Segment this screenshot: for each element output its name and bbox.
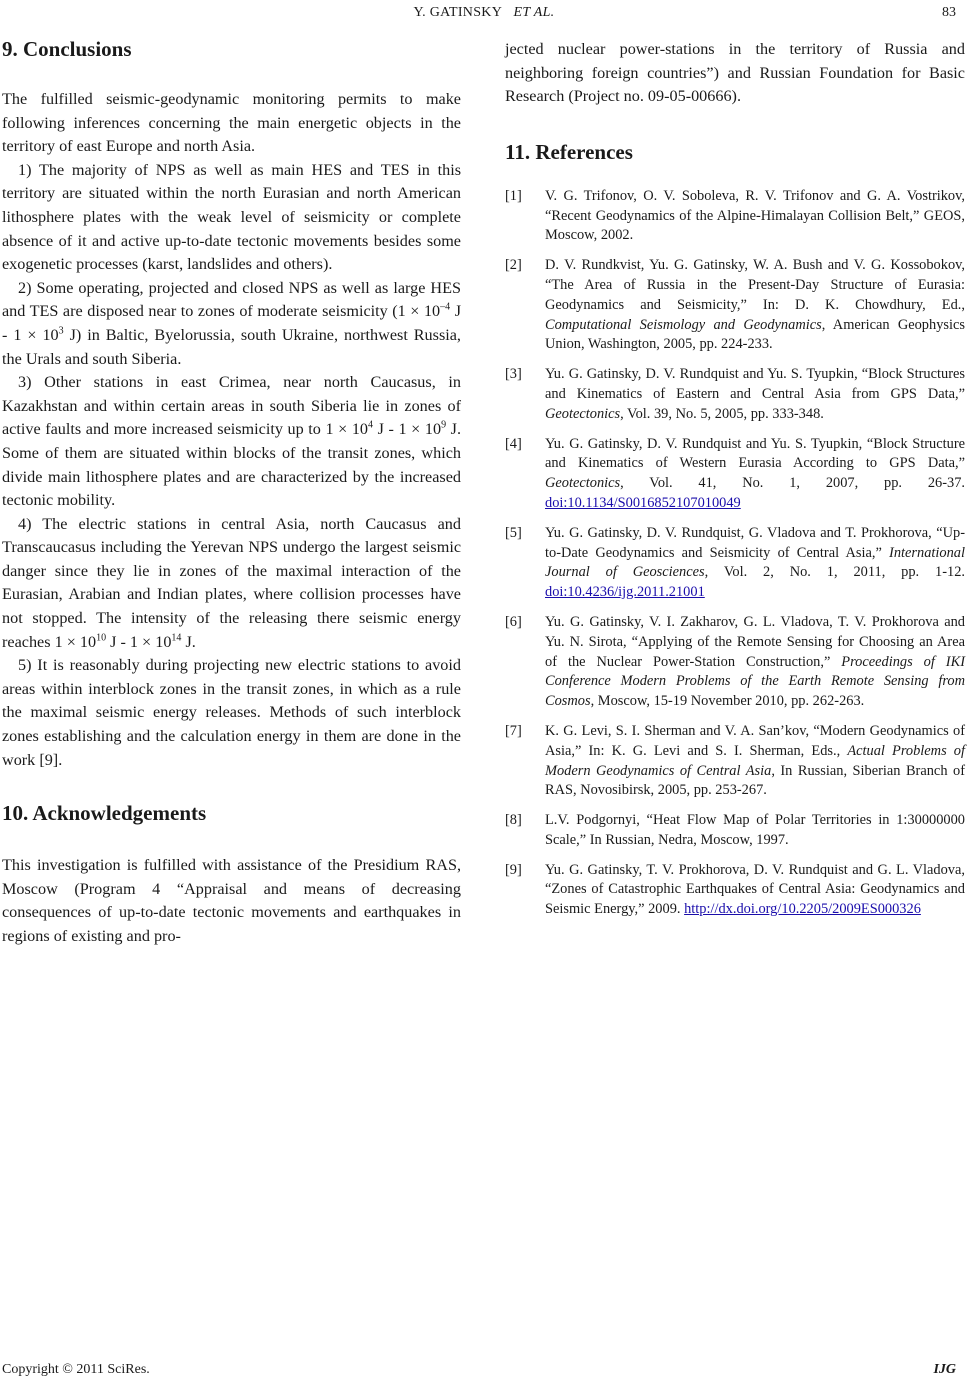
page-number: 83 bbox=[942, 5, 956, 20]
reference-source-title: Computational Seismology and Geodynamics bbox=[545, 316, 822, 333]
reference-source-title: Actual Problems of Modern Geodynamics of Central Asia bbox=[545, 742, 965, 779]
reference-item bbox=[505, 435, 965, 514]
reference-source-title: Geotectonics bbox=[545, 405, 621, 422]
section-title-acknowledgements: 10. Acknowledgements bbox=[2, 801, 207, 826]
conclusion-point-5: 5) It is reasonably during projecting new electric stations to avoid areas within interblock zones in the transit zones, in which as a rule the maximal seismic energy releases. Methods of such interblock zones establishing and the calculation energy in them are done in the work [9]. bbox=[2, 656, 461, 769]
reference-item bbox=[505, 187, 965, 246]
reference-number: [5] bbox=[505, 524, 522, 541]
reference-number: [8] bbox=[505, 812, 522, 829]
reference-number: [6] bbox=[505, 613, 522, 630]
reference-source-title: Geotectonics bbox=[545, 475, 621, 492]
reference-text: V. G. Trifonov, O. V. Soboleva, R. V. Trifonov and G. A. Vostrikov, “Recent Geodynamics of the Alpine-Himalayan Collision Belt,” GEOS, Moscow, 2002. bbox=[545, 187, 965, 244]
reference-number: [4] bbox=[505, 435, 522, 452]
reference-text: L.V. Podgornyi, “Heat Flow Map of Polar Territories in 1:30000000 Scale,” In Russian, Nedra, Moscow, 1997. bbox=[545, 812, 965, 848]
reference-item bbox=[505, 861, 965, 920]
reference-item bbox=[505, 811, 965, 851]
conclusion-point-1: 1) The majority of NPS as well as main HES and TES in this territory are situated within the north Eurasian and north American lithosphere plates with the weak level of seismicity or complete absence of it and active up-to-date tectonic movements besides some exogenetic processes (karst, landslides and others). bbox=[2, 160, 461, 274]
running-header bbox=[0, 2, 968, 24]
reference-text: Yu. G. Gatinsky, T. V. Prokhorova, D. V. Rundquist and G. L. Vladova, “Zones of Catastrophic Earthquakes of Central Asia: Geodynamics and Seismic Energy,” 2009. http://dx.doi.org/10.2205/2009ES000326 bbox=[545, 861, 965, 918]
reference-item bbox=[505, 524, 965, 603]
left-column bbox=[2, 36, 461, 949]
reference-text: D. V. Rundkvist, Yu. G. Gatinsky, W. A. Bush and V. G. Kossobokov, “The Area of Russia in the Present-Day Structure of Eurasia: Geodynamics and Seismicity,” In: D. K. Chowdhury, Ed., Computational Seismology and Geodynamics, American Geophysics Union, Washington, 2005, pp. 224-233. bbox=[545, 257, 965, 353]
reference-text: Yu. G. Gatinsky, V. I. Zakharov, G. L. Vladova, T. V. Prokhorova and Yu. N. Sirota, “Applying of the Remote Sensing for Choosing an Area of the Nuclear Power-Station Construction,” Proceedings of IKI Conference Modern Problems of the Earth Remote Sensing from Cosmos, Moscow, 15-19 November 2010, pp. 262-263. bbox=[545, 613, 965, 710]
reference-doi-link[interactable]: http://dx.doi.org/10.2205/2009ES000326 bbox=[684, 901, 921, 918]
reference-text: Yu. G. Gatinsky, D. V. Rundquist, G. Vladova and T. Prokhorova, “Up-to-Date Geodynamics and Seismicity of Central Asia,” International Journal of Geosciences, Vol. 2, No. 1, 2011, pp. 1-12. doi:10.4236/ijg.2011.21001 bbox=[545, 524, 966, 601]
reference-source-title: International Journal of Geosciences bbox=[545, 544, 965, 581]
reference-item bbox=[505, 613, 965, 712]
reference-item bbox=[505, 722, 965, 801]
reference-list bbox=[505, 187, 965, 920]
reference-doi-link[interactable]: doi:10.4236/ijg.2011.21001 bbox=[545, 584, 705, 601]
section-title-conclusions: 9. Conclusions bbox=[2, 37, 132, 61]
conclusion-point-2: 2) Some operating, projected and closed NPS as well as large HES and TES are disposed near to zones of moderate seismicity ($1 \times 10^{-4}$ $J - 1 \times 10^3$ J) in Baltic, Byelorussia, south Ukraine, northwest Russia, the Urals and south Siberia. bbox=[2, 278, 461, 368]
reference-text: K. G. Levi, S. I. Sherman and V. A. San’kov, “Modern Geodynamics of Asia,” In: K. G. Levi and S. I. Sherman, Eds., Actual Problems of Modern Geodynamics of Central Asia, In Russian, Siberian Branch of RAS, Novosibirsk, 2005, pp. 253-267. bbox=[545, 722, 965, 799]
section-title-references: 11. References bbox=[505, 139, 633, 164]
reference-text: Yu. G. Gatinsky, D. V. Rundquist and Yu. S. Tyupkin, “Block Structure and Kinematics of Western Eurasia According to GPS Data,” Geotectonics, Vol. 41, No. 1, 2007, pp. 26-37. doi:10.1134/S0016852107010049 bbox=[545, 435, 965, 511]
header-etal: ET AL. bbox=[513, 5, 555, 20]
reference-source-title: Proceedings of IKI Conference Modern Problems of the Earth Remote Sensing from Cosmos bbox=[545, 653, 965, 710]
page-footer bbox=[0, 1354, 968, 1386]
header-authors: Y. GATINSKY ET AL. bbox=[413, 5, 555, 20]
reference-item bbox=[505, 365, 965, 424]
conclusion-point-3: 3) Other stations in east Crimea, near north Caucasus, in Kazakhstan and within certain areas in south Siberia lie in zones of active faults and more increased seismicity up to $1 \times 10^4$ $J - 1 \times 10^9$ J. Some of them are situated within blocks of the transit zones, which divide main lithosphere plates and are characterized by the increased tectonic mobility. bbox=[2, 373, 461, 510]
journal-abbreviation: IJG bbox=[933, 1362, 956, 1377]
conclusions-intro: The fulfilled seismic-geodynamic monitoring permits to make following inferences concerning the main energetic objects in the territory of east Europe and north Asia. bbox=[2, 90, 461, 156]
reference-number: [3] bbox=[505, 366, 522, 383]
reference-number: [9] bbox=[505, 861, 522, 878]
conclusion-point-4: 4) The electric stations in central Asia, north Caucasus and Transcaucasus including the Yerevan NPS undergo the largest seismic danger since they lie in zones of the maximal interaction of the Eurasian, Arabian and Indian plates, where collision processes have not stopped. The intensity of the releasing there seismic energy reaches $1 \times 10^{10}$ $J - 1 \times 10^{14}$ J. bbox=[2, 514, 461, 651]
reference-number: [2] bbox=[505, 257, 522, 274]
reference-doi-link[interactable]: doi:10.1134/S0016852107010049 bbox=[545, 494, 741, 511]
reference-number: [7] bbox=[505, 722, 522, 739]
reference-number: [1] bbox=[505, 187, 522, 204]
reference-text: Yu. G. Gatinsky, D. V. Rundquist and Yu. S. Tyupkin, “Block Structures and Kinematics of Eastern and Central Asia from GPS Data,” Geotectonics, Vol. 39, No. 5, 2005, pp. 333-348. bbox=[545, 366, 965, 422]
acknowledgements-text-part2: jected nuclear power-stations in the territory of Russia and neighboring foreign countries”) and Russian Foundation for Basic Research (Project no. 09-05-00666). bbox=[505, 40, 965, 106]
acknowledgements-text-part1: This investigation is fulfilled with assistance of the Presidium RAS, Moscow (Program 4 “Appraisal and means of decreasing consequences of up-to-date tectonic movements and earthquakes in regions of existing and pro- bbox=[2, 856, 461, 945]
reference-item bbox=[505, 256, 965, 355]
right-column bbox=[505, 38, 965, 930]
copyright-notice: Copyright © 2011 SciRes. bbox=[2, 1362, 150, 1377]
